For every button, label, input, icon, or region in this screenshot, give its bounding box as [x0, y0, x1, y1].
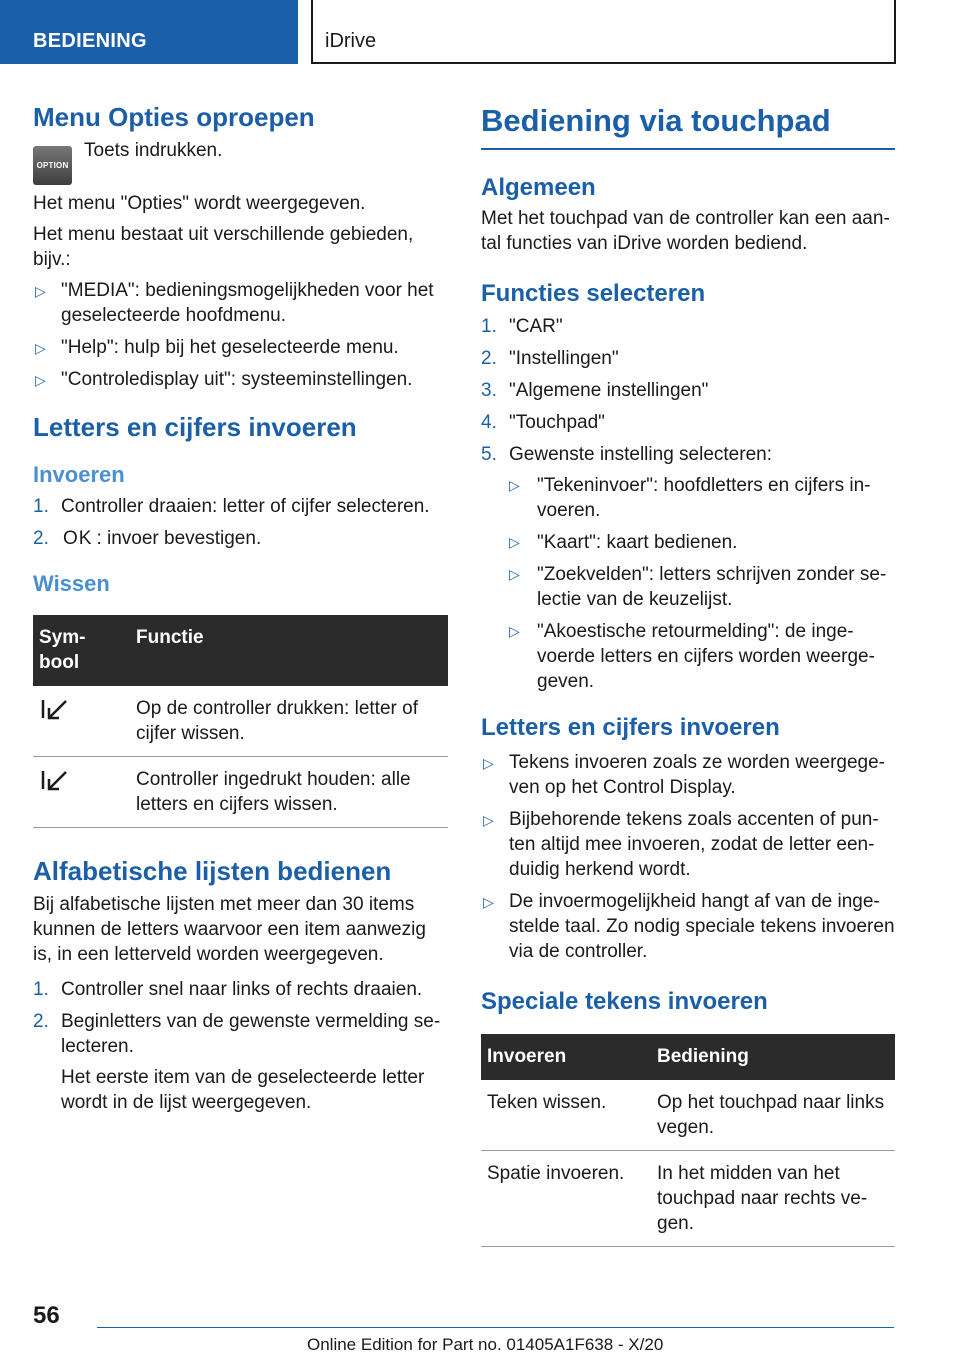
- list-item: ▷ "Help": hulp bij het geselecteerde menu.: [33, 335, 448, 360]
- option-button-label: OPTION: [36, 161, 69, 170]
- list-item: ▷ "Zoekvelden": letters schrijven zonder se-lectie van de keuzelijst.: [509, 564, 887, 610]
- header-section-label: BEDIENING: [33, 30, 147, 52]
- triangle-bullet-icon: ▷: [35, 283, 46, 299]
- left-column: [33, 100, 448, 1122]
- right-letters-list: [481, 750, 895, 964]
- option-press-row: [33, 138, 448, 185]
- footer-edition: Online Edition for Part no. 01405A1F638 - X/20: [307, 1335, 664, 1354]
- triangle-bullet-icon: ▷: [35, 340, 46, 356]
- table-row: [481, 1080, 895, 1151]
- special-table: [481, 1034, 895, 1247]
- right-letters-heading: Letters en cijfers invoeren: [481, 714, 780, 741]
- back-arrow-icon: [39, 769, 69, 791]
- letters-heading: Letters en cijfers invoeren: [33, 412, 357, 442]
- list-item: ▷ "Controledisplay uit": systeeminstellingen.: [33, 367, 448, 392]
- step-continuation: Het eerste item van de geselecteerde letter wordt in de lijst weergegeven.: [61, 1067, 425, 1113]
- delete-table: [33, 615, 448, 828]
- table-cell: Teken wissen.: [481, 1080, 651, 1151]
- list-item: ▷ "Akoestische retourmelding": de inge-voerde letters en cijfers worden weerge-geven.: [509, 621, 875, 692]
- table-header: Functie: [130, 615, 448, 686]
- options-paragraph-1: Het menu "Opties" wordt weergegeven.: [33, 193, 366, 214]
- table-header-row: [33, 615, 448, 686]
- list-item: ▷ Bijbehorende tekens zoals accenten of pun-ten altijd mee invoeren, zodat de letter een-duidig herkend wordt.: [483, 809, 879, 880]
- list-item: 1. "CAR": [481, 316, 563, 337]
- right-column: [481, 100, 895, 1247]
- ok-icon: OK: [63, 528, 93, 549]
- page-number: 56: [33, 1302, 60, 1329]
- list-item: 3. "Algemene instellingen": [481, 380, 709, 401]
- header-chapter-tab: [311, 0, 896, 64]
- list-item: ▷ De invoermogelijkheid hangt af van de inge-stelde taal. Zo nodig speciale tekens invoeren via de controller.: [483, 891, 895, 962]
- table-cell: In het midden van het touchpad naar rechts ve-gen.: [651, 1151, 895, 1247]
- table-cell: Op de controller drukken: letter of cijfer wissen.: [130, 686, 448, 757]
- enter-steps: [33, 494, 448, 551]
- special-heading: Speciale tekens invoeren: [481, 988, 768, 1015]
- triangle-bullet-icon: ▷: [509, 477, 520, 493]
- alpha-heading: Alfabetische lijsten bedienen: [33, 856, 392, 886]
- table-cell: [33, 757, 130, 828]
- option-button-icon: [33, 146, 72, 185]
- touchpad-heading: Bediening via touchpad: [481, 100, 895, 150]
- triangle-bullet-icon: ▷: [509, 566, 520, 582]
- list-item: 4. "Touchpad": [481, 412, 605, 433]
- options-heading: Menu Opties oproepen: [33, 102, 315, 132]
- triangle-bullet-icon: ▷: [509, 623, 520, 639]
- table-cell: Controller ingedrukt houden: alle letters en cijfers wissen.: [130, 757, 448, 828]
- table-row: [33, 686, 448, 757]
- select-sub-list: [509, 473, 895, 694]
- header-chapter-label: iDrive: [325, 30, 377, 52]
- select-steps: [481, 314, 895, 694]
- list-item: 5. Gewenste instelling selecteren: ▷ "Tekeninvoer": hoofdletters en cijfers in-voeren. ▷ "Kaart": kaart bedienen. ▷ "Zoekvelden": letters schrijven zonder se-lectie van de keuzelijst. ▷ "Akoestische retourmelding": de inge-voerde letters en cijfers worden weerge-geven.: [481, 442, 895, 694]
- alpha-steps: [33, 977, 448, 1115]
- alpha-paragraph: Bij alfabetische lijsten met meer dan 30 items kunnen de letters waarvoor een item aanwezig is, in een letterveld worden weergegeven.: [33, 894, 426, 965]
- table-header: Invoeren: [481, 1034, 651, 1080]
- header-section-tab: [0, 0, 298, 64]
- table-cell: [33, 686, 130, 757]
- list-item: 2. Beginletters van de gewenste vermelding se-lecteren. Het eerste item van de geselecteerde letter wordt in de lijst weergegeven.: [33, 1009, 448, 1115]
- list-item: ▷ Tekens invoeren zoals ze worden weergege-ven op het Control Display.: [483, 752, 885, 798]
- triangle-bullet-icon: ▷: [509, 534, 520, 550]
- list-item: 1. Controller snel naar links of rechts draaien.: [33, 979, 423, 1000]
- table-cell: Spatie invoeren.: [481, 1151, 651, 1247]
- delete-subheading: Wissen: [33, 571, 110, 596]
- table-row: [33, 757, 448, 828]
- enter-subheading: Invoeren: [33, 462, 125, 487]
- back-arrow-icon: [39, 698, 69, 720]
- table-cell: Op het touchpad naar links vegen.: [651, 1080, 895, 1151]
- list-item: ▷ "Tekeninvoer": hoofdletters en cijfers in-voeren.: [509, 475, 871, 521]
- footer-divider: [97, 1327, 894, 1328]
- options-paragraph-2: Het menu bestaat uit verschillende gebieden, bijv.:: [33, 224, 414, 270]
- table-header: Sym-bool: [33, 615, 130, 686]
- table-row: [481, 1151, 895, 1247]
- triangle-bullet-icon: ▷: [483, 894, 494, 910]
- list-item: 2. "Instellingen": [481, 348, 619, 369]
- general-paragraph: Met het touchpad van de controller kan een aan-tal functies van iDrive worden bediend.: [481, 208, 890, 254]
- list-item: ▷ "Kaart": kaart bedienen.: [509, 532, 738, 553]
- list-item: 2. OK : invoer bevestigen.: [33, 528, 262, 549]
- options-list: [33, 278, 448, 392]
- select-heading: Functies selecteren: [481, 280, 706, 307]
- table-header-row: [481, 1034, 895, 1080]
- triangle-bullet-icon: ▷: [483, 755, 494, 771]
- triangle-bullet-icon: ▷: [35, 372, 46, 388]
- general-heading: Algemeen: [481, 174, 596, 201]
- list-item: ▷ "MEDIA": bedieningsmogelijkheden voor het geselecteerde hoofdmenu.: [35, 280, 434, 326]
- triangle-bullet-icon: ▷: [483, 812, 494, 828]
- table-header: Bediening: [651, 1034, 895, 1080]
- option-press-text: Toets indrukken.: [84, 140, 223, 161]
- list-item: 1. Controller draaien: letter of cijfer selecteren.: [33, 496, 430, 517]
